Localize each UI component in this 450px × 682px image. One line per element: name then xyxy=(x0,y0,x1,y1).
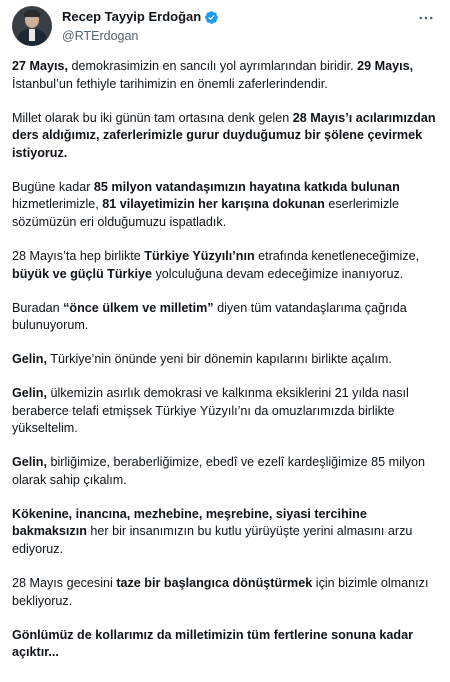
text-segment: 28 Mayıs gecesini xyxy=(12,575,117,590)
tweet-text xyxy=(12,58,438,662)
text-segment: etrafında kenetleneceğimize, xyxy=(254,248,420,263)
author-info xyxy=(62,6,219,45)
text-segment: demokrasimizin en sancılı yol ayrımlarından biridir. xyxy=(68,59,358,73)
tweet-paragraph xyxy=(12,248,438,283)
bold-text: Türkiye Yüzyılı’nın xyxy=(144,248,255,263)
tweet-paragraph xyxy=(12,179,438,232)
bold-text: Kökenine, inancına, mezhebine, meşrebine, siyasi tercihine bakmaksızın xyxy=(12,506,367,539)
bold-text: büyük ve güçlü Türkiye xyxy=(12,266,152,281)
avatar[interactable] xyxy=(12,6,52,46)
text-segment: Buradan xyxy=(12,300,64,315)
bold-text: Gelin, xyxy=(12,386,47,401)
tweet-paragraph xyxy=(12,351,438,369)
text-segment: eserlerimizle sözümüzün eri olduğumuzu ispatladık. xyxy=(12,197,400,229)
bold-text: Gelin, xyxy=(12,352,47,367)
author-display-name[interactable]: Recep Tayyip Erdoğan xyxy=(62,9,202,24)
text-segment: birliğimize, beraberliğimize, ebedî ve ezelî kardeşliğimize 85 milyon olarak sahip çıkalım. xyxy=(12,455,425,487)
tweet-paragraph xyxy=(12,627,438,662)
text-segment: her bir insanımızın bu kutlu yürüyüşte yerini almasını arzu ediyoruz. xyxy=(12,524,413,556)
bold-text: taze bir başlangıca dönüştürmek xyxy=(116,575,313,590)
tweet-paragraph xyxy=(12,300,438,335)
text-segment: hizmetlerimizle, xyxy=(12,197,103,212)
bold-text: 85 milyon vatandaşımızın hayatına katkıda bulunan xyxy=(93,179,400,194)
text-segment: Bugüne kadar xyxy=(12,179,94,194)
author-handle[interactable]: @RTErdogan xyxy=(62,29,139,43)
tweet-paragraph xyxy=(12,506,438,559)
verified-badge-icon[interactable] xyxy=(204,10,219,25)
bold-text: 29 Mayıs, xyxy=(357,59,414,73)
tweet-paragraph xyxy=(12,58,438,93)
tweet-paragraph xyxy=(12,110,438,163)
text-segment: için bizimle olmanızı bekliyoruz. xyxy=(12,575,429,608)
bold-text: “önce ülkem ve milletim” xyxy=(63,300,214,315)
text-segment: ülkemizin asırlık demokrasi ve kalkınma eksiklerini 21 yılda nasıl beraberce telafi etmişsek Türkiye Yüzyılı’nı da omuzlarımızda birlikte yükseltelim. xyxy=(12,386,409,436)
text-segment: 28 Mayıs’ta hep birlikte xyxy=(12,248,145,263)
bold-text: 27 Mayıs, xyxy=(12,59,69,73)
text-segment: diyen tüm vatandaşlarıma çağrıda bulunuyorum. xyxy=(12,300,407,333)
tweet-paragraph xyxy=(12,454,438,489)
more-options-icon[interactable] xyxy=(414,6,438,30)
text-segment: yolculuğuna devam edeceğimize inanıyoruz. xyxy=(151,266,404,281)
text-segment: İstanbul’un fethiyle tarihimizin en önemli zaferlerindendir. xyxy=(12,76,328,91)
name-row xyxy=(62,8,219,26)
bold-text: 28 Mayıs’ı acılarımızdan ders aldığımız, zaferlerimizle gurur duyduğumuz bir şölene çevirmek istiyoruz. xyxy=(12,110,436,160)
tweet-paragraph xyxy=(12,385,438,438)
text-segment: Millet olarak bu iki günün tam ortasına denk gelen xyxy=(12,110,293,125)
bold-text: Gönlümüz de kollarımız da milletimizin tüm fertlerine sonuna kadar açıktır... xyxy=(12,627,413,660)
bold-text: 81 vilayetimizin her karışına dokunan xyxy=(102,197,325,212)
text-segment: Türkiye’nin önünde yeni bir dönemin kapılarını birlikte açalım. xyxy=(47,352,392,367)
bold-text: Gelin, xyxy=(12,455,47,470)
tweet-header xyxy=(12,6,438,46)
tweet-paragraph xyxy=(12,575,438,610)
